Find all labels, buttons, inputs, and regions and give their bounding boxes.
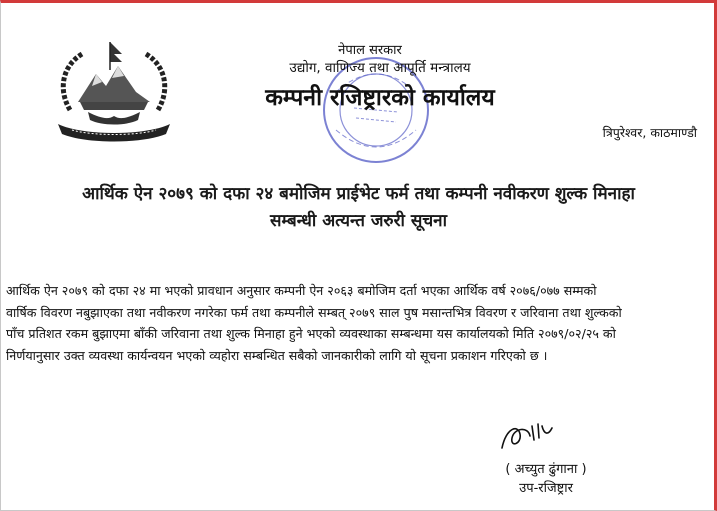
signatory-name: ( अच्युत ढुंगाना ) [505, 462, 587, 477]
notice-title-line-2: सम्बन्धी अत्यन्त जरुरी सूचना [269, 211, 447, 231]
office-title: कम्पनी रजिष्ट्रारको कार्यालय [265, 85, 495, 111]
nepal-emblem-icon [52, 40, 176, 142]
notice-body-line: निर्णयानुसार उक्त व्यवस्था कार्यन्वयन भएको व्यहोरा सम्बन्धित सबैको जानकारीको लागि यो सूचना प्रकाशन गरिएको छ । [6, 347, 548, 363]
ministry-name: उद्योग, वाणिज्य तथा आपूर्ति मन्त्रालय [289, 60, 471, 76]
office-location: त्रिपुरेश्वर, काठमाण्डौ [602, 125, 697, 140]
signature-icon [498, 418, 558, 456]
notice-title-line-1: आर्थिक ऐन २०७९ को दफा २४ बमोजिम प्राईभेट फर्म तथा कम्पनी नवीकरण शुल्क मिनाहा [82, 184, 635, 204]
signatory-designation: उप-रजिष्ट्रार [519, 481, 573, 496]
government-name: नेपाल सरकार [338, 43, 402, 58]
notice-body [6, 280, 706, 366]
notice-body-line: आर्थिक ऐन २०७९ को दफा २४ मा भएको प्रावधान अनुसार कम्पनी ऐन २०६३ बमोजिम दर्ता भएका आर्थिक वर्ष २०७६/०७७ सम्मको [6, 283, 597, 298]
notice-body-line: पाँच प्रतिशत रकम बुझाएमा बाँकी जरिवाना तथा शुल्क मिनाहा हुने भएको व्यवस्थाका सम्बन्धमा यस कार्यालयको मिति २०७९/०२/२५ को [6, 326, 616, 341]
notice-body-line: वार्षिक विवरण नबुझाएका तथा नवीकरण नगरेका फर्म तथा कम्पनीले सम्बत् २०७९ साल पुष मसान्तभित्र विवरण र जरिवाना तथा शुल्कको [6, 304, 622, 320]
